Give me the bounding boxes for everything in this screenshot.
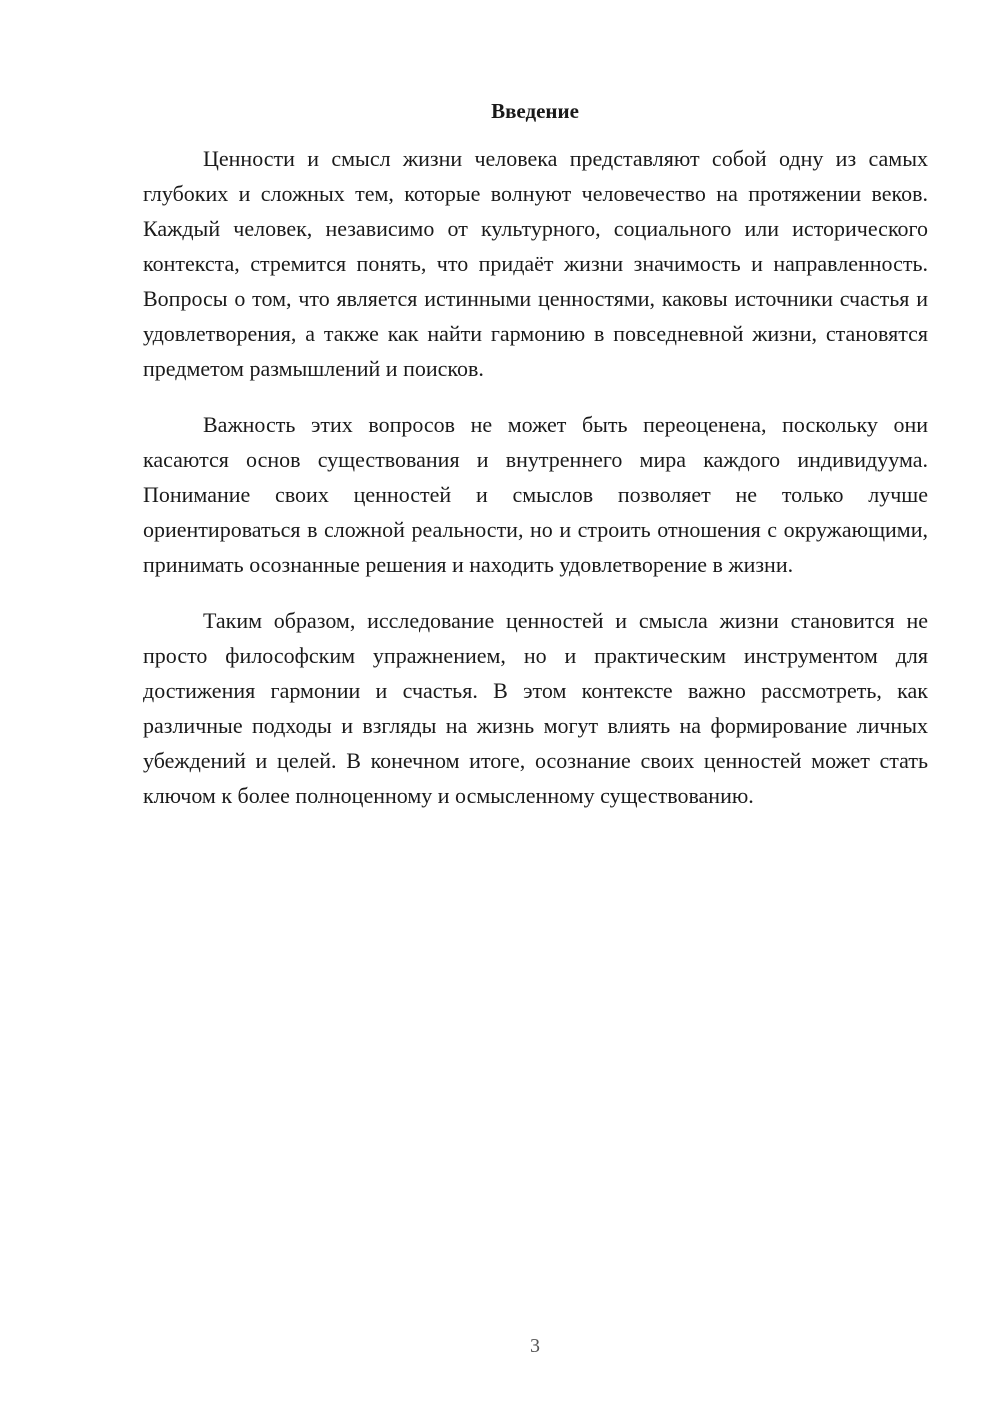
- page-number: 3: [530, 1335, 540, 1357]
- paragraph-2: Важность этих вопросов не может быть переоценена, поскольку они касаются основ существования и внутреннего мира каждого индивидуума. Понимание своих ценностей и смыслов позволяет не только лучше ориентироваться в сложной реальности, но и строить отношения с окружающими, принимать осознанные решения и находить удовлетворение в жизни.: [143, 412, 928, 577]
- section-heading: Введение: [491, 99, 579, 123]
- paragraph-1: Ценности и смысл жизни человека представляют собой одну из самых глубоких и сложных тем, которые волнуют человечество на протяжении веков. Каждый человек, независимо от культурного, социального или исторического контекста, стремится понять, что придаёт жизни значимость и направленность. Вопросы о том, что является истинными ценностями, каковы источники счастья и удовлетворения, а также как найти гармонию в повседневной жизни, становятся предметом размышлений и поисков.: [143, 146, 928, 381]
- paragraph-3: Таким образом, исследование ценностей и смысла жизни становится не просто философским упражнением, но и практическим инструментом для достижения гармонии и счастья. В этом контексте важно рассмотреть, как различные подходы и взгляды на жизнь могут влиять на формирование личных убеждений и целей. В конечном итоге, осознание своих ценностей может стать ключом к более полноценному и осмысленному существованию.: [143, 608, 928, 808]
- body-text: [143, 141, 928, 813]
